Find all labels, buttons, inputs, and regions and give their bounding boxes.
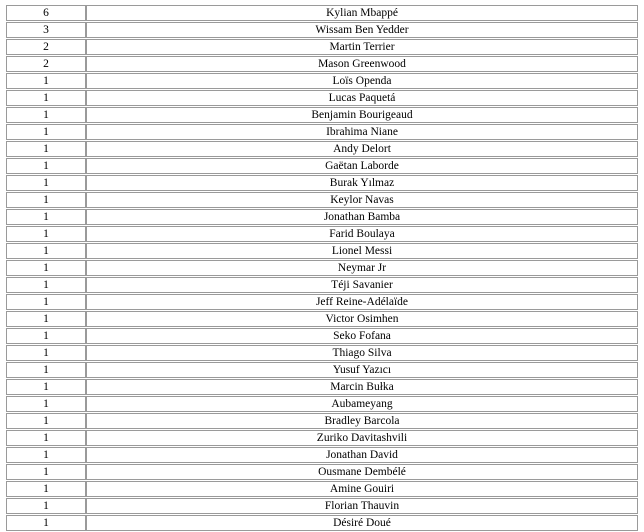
cell-count: 1	[6, 294, 86, 310]
table-row	[6, 243, 638, 259]
table-row	[6, 396, 638, 412]
cell-count: 1	[6, 481, 86, 497]
cell-count: 1	[6, 226, 86, 242]
cell-player-name: Gaëtan Laborde	[86, 158, 638, 174]
table-row	[6, 260, 638, 276]
cell-count: 1	[6, 464, 86, 480]
cell-count: 1	[6, 413, 86, 429]
table-row	[6, 277, 638, 293]
cell-count: 6	[6, 5, 86, 21]
cell-player-name: Loïs Openda	[86, 73, 638, 89]
cell-count: 1	[6, 311, 86, 327]
table-row	[6, 192, 638, 208]
cell-count: 1	[6, 124, 86, 140]
table-row	[6, 362, 638, 378]
table-row	[6, 107, 638, 123]
cell-player-name: Bradley Barcola	[86, 413, 638, 429]
table-body	[6, 5, 638, 531]
cell-player-name: Thiago Silva	[86, 345, 638, 361]
cell-count: 2	[6, 39, 86, 55]
table-row	[6, 141, 638, 157]
cell-count: 1	[6, 430, 86, 446]
table-row	[6, 294, 638, 310]
table-row	[6, 515, 638, 531]
cell-count: 1	[6, 260, 86, 276]
cell-player-name: Amine Gouiri	[86, 481, 638, 497]
cell-player-name: Seko Fofana	[86, 328, 638, 344]
table-row	[6, 158, 638, 174]
cell-player-name: Kylian Mbappé	[86, 5, 638, 21]
cell-player-name: Mason Greenwood	[86, 56, 638, 72]
table-row	[6, 39, 638, 55]
table-row	[6, 209, 638, 225]
cell-player-name: Marcin Bułka	[86, 379, 638, 395]
table-row	[6, 345, 638, 361]
table-row	[6, 124, 638, 140]
table-row	[6, 311, 638, 327]
cell-count: 1	[6, 328, 86, 344]
cell-count: 1	[6, 158, 86, 174]
cell-count: 1	[6, 277, 86, 293]
cell-count: 1	[6, 379, 86, 395]
cell-count: 1	[6, 447, 86, 463]
table-row	[6, 5, 638, 21]
table-row	[6, 430, 638, 446]
cell-player-name: Désiré Doué	[86, 515, 638, 531]
cell-player-name: Zuriko Davitashvili	[86, 430, 638, 446]
cell-count: 1	[6, 362, 86, 378]
cell-count: 1	[6, 345, 86, 361]
cell-count: 1	[6, 90, 86, 106]
cell-count: 1	[6, 192, 86, 208]
cell-player-name: Florian Thauvin	[86, 498, 638, 514]
player-count-table	[6, 4, 638, 532]
table-row	[6, 447, 638, 463]
cell-player-name: Téji Savanier	[86, 277, 638, 293]
table-row	[6, 464, 638, 480]
cell-player-name: Lucas Paquetá	[86, 90, 638, 106]
cell-count: 1	[6, 396, 86, 412]
cell-player-name: Jonathan David	[86, 447, 638, 463]
cell-player-name: Aubameyang	[86, 396, 638, 412]
cell-count: 1	[6, 209, 86, 225]
table-row	[6, 175, 638, 191]
cell-player-name: Andy Delort	[86, 141, 638, 157]
cell-player-name: Neymar Jr	[86, 260, 638, 276]
cell-player-name: Lionel Messi	[86, 243, 638, 259]
cell-player-name: Farid Boulaya	[86, 226, 638, 242]
cell-count: 1	[6, 243, 86, 259]
cell-player-name: Wissam Ben Yedder	[86, 22, 638, 38]
table-row	[6, 379, 638, 395]
cell-count: 1	[6, 175, 86, 191]
cell-count: 1	[6, 107, 86, 123]
cell-player-name: Jonathan Bamba	[86, 209, 638, 225]
table-row	[6, 22, 638, 38]
cell-player-name: Yusuf Yazıcı	[86, 362, 638, 378]
cell-count: 1	[6, 515, 86, 531]
table-row	[6, 498, 638, 514]
table-row	[6, 481, 638, 497]
cell-player-name: Keylor Navas	[86, 192, 638, 208]
cell-player-name: Martin Terrier	[86, 39, 638, 55]
cell-count: 1	[6, 73, 86, 89]
table-row	[6, 413, 638, 429]
cell-count: 3	[6, 22, 86, 38]
cell-player-name: Ibrahima Niane	[86, 124, 638, 140]
cell-player-name: Victor Osimhen	[86, 311, 638, 327]
cell-player-name: Jeff Reine-Adélaïde	[86, 294, 638, 310]
table-row	[6, 73, 638, 89]
cell-player-name: Burak Yılmaz	[86, 175, 638, 191]
table-row	[6, 328, 638, 344]
table-row	[6, 56, 638, 72]
cell-player-name: Benjamin Bourigeaud	[86, 107, 638, 123]
cell-player-name: Ousmane Dembélé	[86, 464, 638, 480]
table-row	[6, 90, 638, 106]
cell-count: 1	[6, 141, 86, 157]
cell-count: 2	[6, 56, 86, 72]
table-row	[6, 226, 638, 242]
cell-count: 1	[6, 498, 86, 514]
